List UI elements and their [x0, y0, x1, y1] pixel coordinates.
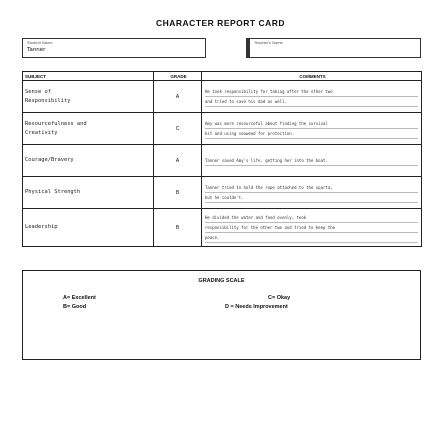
subject-cell — [23, 145, 154, 177]
subject-line: Resourcefulness and — [25, 120, 87, 127]
table-row — [23, 209, 422, 247]
student-name-value: Tanner — [27, 47, 46, 53]
grading-scale-box — [22, 270, 421, 360]
table-row — [23, 145, 422, 177]
report-table — [22, 71, 422, 247]
grading-scale-title: GRADING SCALE — [198, 278, 245, 284]
comment-line: Tanner tried to hold the rope attached to the sparta, — [205, 183, 418, 193]
subject-cell — [23, 113, 154, 145]
comment-line: He took responsibility for taking after the other two — [205, 87, 418, 97]
grade-header: GRADE — [154, 72, 202, 81]
subject-line: Sense of — [25, 88, 51, 95]
subject-line: Courage/Bravery — [25, 157, 74, 163]
table-row — [23, 113, 422, 145]
comment-cell — [202, 209, 422, 247]
subject-cell — [23, 81, 154, 113]
comment-line: and tried to save his dad as well. — [205, 97, 418, 107]
comment-cell — [202, 177, 422, 209]
comment-line: He divided the water and food evenly, took — [205, 213, 418, 223]
table-header-row — [23, 72, 422, 81]
subject-header: SUBJECT — [23, 72, 154, 81]
report-title: CHARACTER REPORT CARD — [155, 18, 286, 28]
comment-line: kit and using seaweed for protection. — [205, 129, 418, 139]
comment-line: Tanner saved Amy's life, getting her into the boat. — [205, 156, 418, 166]
scale-item-b: B= Good — [63, 304, 87, 310]
comment-line: but he couldn't. — [205, 193, 418, 203]
subject-line: Leadership — [25, 224, 58, 230]
teacher-name-label: Teacher's Name — [254, 40, 283, 45]
scale-item-c: C= Okay — [268, 295, 291, 301]
grade-cell: A — [154, 145, 202, 177]
subject-cell — [23, 177, 154, 209]
scale-item-a: A= Excellent — [63, 295, 96, 301]
subject-cell — [23, 209, 154, 247]
comments-header: COMMENTS — [202, 72, 422, 81]
comment-cell — [202, 81, 422, 113]
table-row — [23, 81, 422, 113]
comment-line: Amy was more resourceful about finding the survival — [205, 119, 418, 129]
grade-cell: A — [154, 81, 202, 113]
grade-cell: B — [154, 209, 202, 247]
comment-cell — [202, 113, 422, 145]
grade-cell: C — [154, 113, 202, 145]
comment-line: peace. — [205, 233, 418, 243]
teacher-name-field[interactable] — [249, 38, 421, 58]
subject-line: Physical Strength — [25, 189, 81, 195]
comment-line: responsibility for the other two and tried to keep the — [205, 223, 418, 233]
grade-cell: B — [154, 177, 202, 209]
subject-line: Creativity — [25, 129, 58, 136]
scale-item-d: D = Needs Improvement — [225, 304, 288, 310]
subject-line: Responsibility — [25, 97, 71, 104]
table-row — [23, 177, 422, 209]
comment-cell — [202, 145, 422, 177]
student-name-label: Student Name — [27, 40, 53, 45]
student-name-field[interactable] — [22, 38, 206, 58]
